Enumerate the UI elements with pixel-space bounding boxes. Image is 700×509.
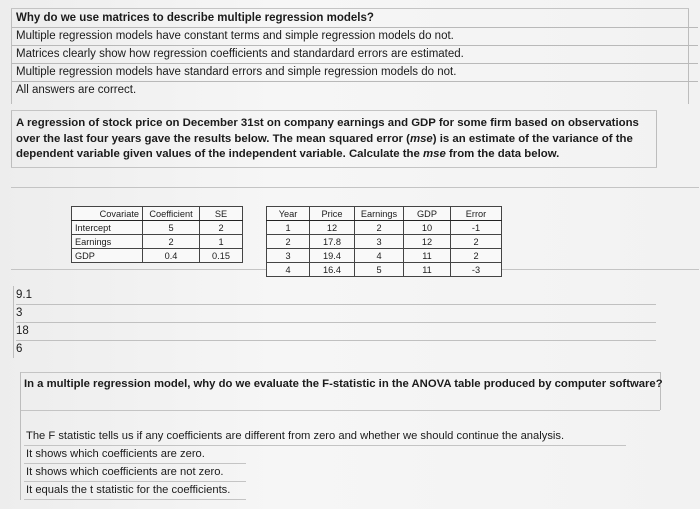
table-header: Coefficient (143, 207, 200, 221)
table-header-row (72, 207, 243, 221)
grid-line (11, 110, 657, 111)
grid-line (20, 410, 660, 411)
table-header: Error (451, 207, 502, 221)
table-cell: 2 (451, 235, 502, 249)
grid-line (11, 187, 699, 188)
table-cell: 19.4 (310, 249, 355, 263)
question2-text-part: ) is an estimate of the variance of the dependent variable given values of the independent variable. Calculate the (16, 132, 633, 160)
question1-option[interactable]: Multiple regression models have standard errors and simple regression models do not. (12, 64, 698, 82)
table-cell: 3 (355, 235, 404, 249)
question3-option[interactable]: It shows which coefficients are zero. (24, 446, 246, 464)
question2-option[interactable]: 6 (16, 343, 23, 355)
table-row (267, 235, 502, 249)
table-cell: -1 (451, 221, 502, 235)
grid-line (13, 286, 14, 358)
table-cell: 10 (404, 221, 451, 235)
grid-line (20, 372, 660, 373)
table-cell: 5 (355, 263, 404, 277)
question2-text (16, 116, 646, 163)
coefficient-table (71, 206, 243, 263)
question2-option[interactable]: 3 (16, 305, 656, 323)
grid-line (11, 167, 657, 168)
table-cell: 2 (200, 221, 243, 235)
table-cell: 4 (355, 249, 404, 263)
question1-option[interactable]: All answers are correct. (16, 84, 137, 96)
question1-option[interactable]: Multiple regression models have constant terms and simple regression models do not. (12, 28, 698, 46)
table-cell: 2 (451, 249, 502, 263)
table-cell: 16.4 (310, 263, 355, 277)
table-row (267, 263, 502, 277)
table-cell: 12 (404, 235, 451, 249)
question2-text-part: A regression of stock price on December 31st on company earnings and GDP for some firm based on observations over the last four years gave the results below. The mean squared error ( (16, 117, 639, 145)
table-cell: -3 (451, 263, 502, 277)
grid-line (656, 110, 657, 168)
table-cell: 17.8 (310, 235, 355, 249)
table-row (267, 249, 502, 263)
table-cell: 3 (267, 249, 310, 263)
question1-option[interactable]: Matrices clearly show how regression coefficients and standardard errors are estimated. (12, 46, 698, 64)
question2-option[interactable]: 9.1 (16, 287, 656, 305)
question3-option-list (24, 428, 626, 500)
table-cell: 2 (355, 221, 404, 235)
question2-text-part: from the data below. (445, 148, 560, 160)
table-cell: 5 (143, 221, 200, 235)
table-cell: 4 (267, 263, 310, 277)
table-cell: 11 (404, 249, 451, 263)
table-cell: Earnings (72, 235, 143, 249)
table-cell: 11 (404, 263, 451, 277)
question2-option[interactable]: 18 (16, 323, 656, 341)
table-cell: Intercept (72, 221, 143, 235)
question1-title: Why do we use matrices to describe multiple regression models? (12, 10, 698, 28)
question2-mse-term: mse (423, 148, 446, 160)
table-header: SE (200, 207, 243, 221)
grid-line (11, 110, 12, 168)
table-header: Year (267, 207, 310, 221)
table-header-row (267, 207, 502, 221)
table-row (72, 221, 243, 235)
table-cell: 1 (267, 221, 310, 235)
table-row (72, 249, 243, 263)
table-row (267, 221, 502, 235)
table-cell: 1 (200, 235, 243, 249)
question2-mse-term: mse (409, 132, 433, 145)
question2-answer-list (16, 287, 656, 358)
table-header: Price (310, 207, 355, 221)
table-cell: 0.15 (200, 249, 243, 263)
observation-table (266, 206, 502, 277)
question3-option[interactable]: It equals the t statistic for the coefficients. (24, 482, 246, 500)
grid-line (20, 372, 21, 500)
table-row (72, 235, 243, 249)
question3-option[interactable]: It shows which coefficients are not zero. (24, 464, 246, 482)
table-cell: GDP (72, 249, 143, 263)
table-header: GDP (404, 207, 451, 221)
question3-title: In a multiple regression model, why do we evaluate the F-statistic in the ANOVA table produced by computer software? (24, 378, 663, 390)
table-header: Covariate (72, 207, 143, 221)
table-header: Earnings (355, 207, 404, 221)
question3-option[interactable]: The F statistic tells us if any coefficients are different from zero and whether we should continue the analysis. (24, 428, 626, 446)
table-cell: 2 (267, 235, 310, 249)
table-cell: 12 (310, 221, 355, 235)
grid-line (11, 8, 689, 9)
table-cell: 2 (143, 235, 200, 249)
table-cell: 0.4 (143, 249, 200, 263)
